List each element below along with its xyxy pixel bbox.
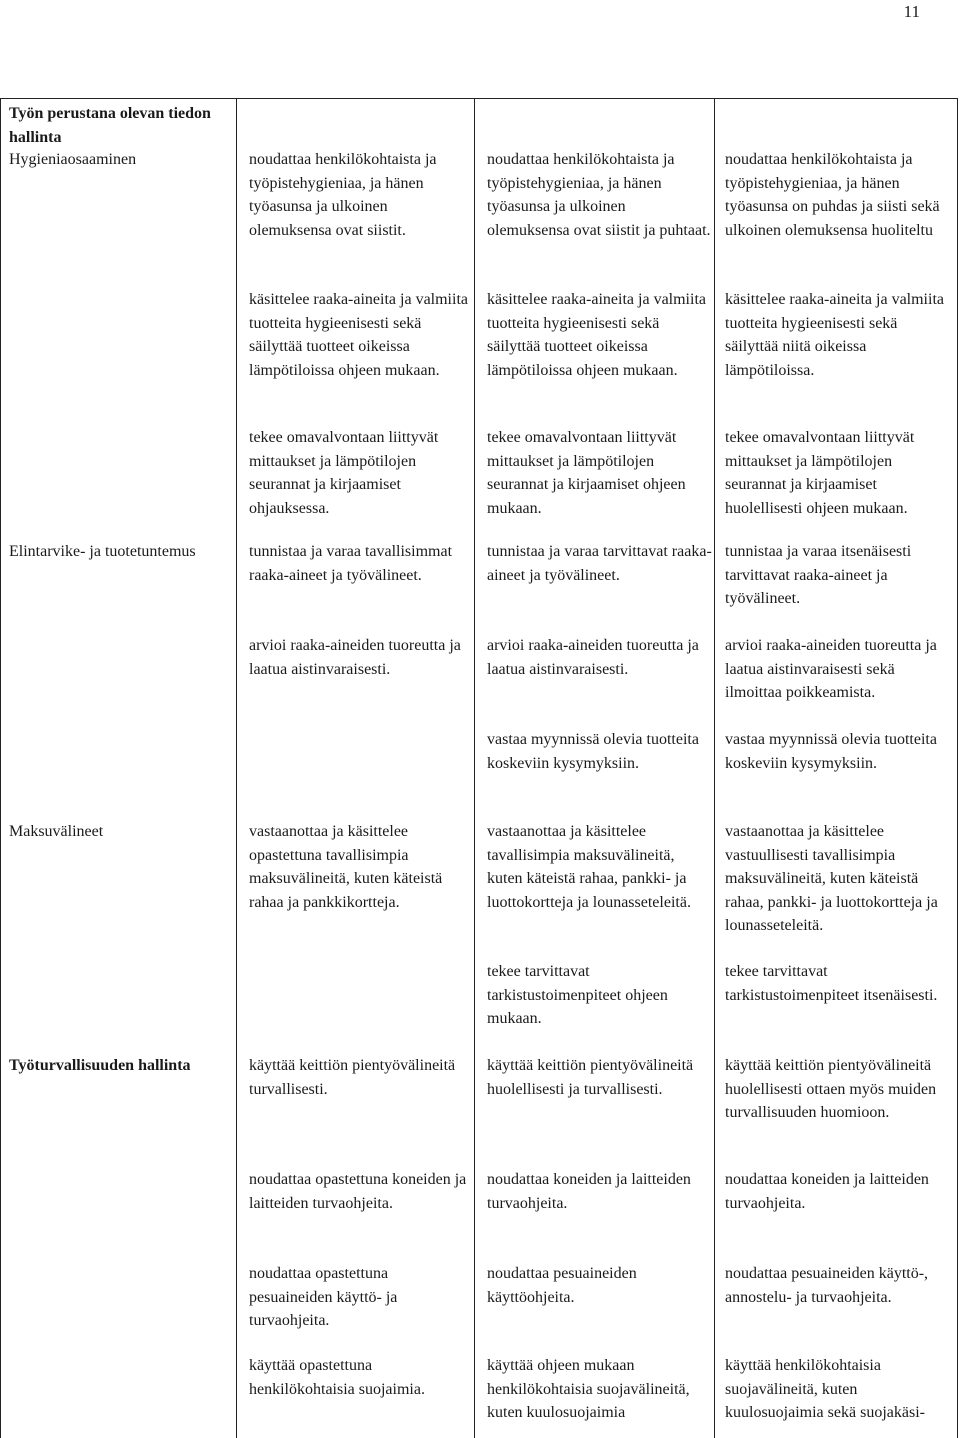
criterion-cell: noudattaa pesuaineiden käyttöohjeita. [487, 1265, 637, 1306]
criterion-cell: noudattaa opastettuna pesuaineiden käyttö- ja turvaohjeita. [249, 1265, 398, 1329]
row-label: Elintarvike- ja tuotetuntemus [9, 543, 196, 560]
criterion-cell: tekee tarvittavat tarkistustoimenpiteet ohjeen mukaan. [487, 963, 668, 1027]
criterion-cell: noudattaa henkilökohtaista ja työpistehygieniaa, ja hänen työasunsa ja ulkoinen olemuksensa ovat siistit. [249, 151, 437, 239]
criterion-cell: käyttää keittiön pientyövälineitä turvallisesti. [249, 1057, 456, 1098]
criterion-cell: noudattaa koneiden ja laitteiden turvaohjeita. [725, 1171, 929, 1212]
criterion-cell: käyttää keittiön pientyövälineitä huolellisesti ottaen myös muiden turvallisuuden huomioon. [725, 1057, 937, 1121]
criterion-cell: käyttää keittiön pientyövälineitä huolellisesti ja turvallisesti. [487, 1057, 694, 1098]
criterion-cell: vastaa myynnissä olevia tuotteita koskeviin kysymyksiin. [487, 731, 699, 772]
criterion-cell: vastaanottaa ja käsittelee opastettuna tavallisimpia maksuvälineitä, kuten käteistä rahaa ja pankkikortteja. [249, 823, 443, 911]
criterion-cell: noudattaa henkilökohtaista ja työpistehygieniaa, ja hänen työasunsa on puhdas ja siisti sekä ulkoinen olemuksensa huoliteltu [725, 151, 940, 239]
column-divider [474, 98, 475, 1438]
page-number: 11 [903, 2, 920, 21]
row-label: Työturvallisuuden hallinta [9, 1057, 191, 1074]
criterion-cell: vastaa myynnissä olevia tuotteita koskeviin kysymyksiin. [725, 731, 937, 772]
criterion-cell: noudattaa opastettuna koneiden ja laitteiden turvaohjeita. [249, 1171, 467, 1212]
criterion-cell: arvioi raaka-aineiden tuoreutta ja laatua aistinvaraisesti. [249, 637, 461, 678]
criterion-cell: noudattaa koneiden ja laitteiden turvaohjeita. [487, 1171, 691, 1212]
criterion-cell: arvioi raaka-aineiden tuoreutta ja laatua aistinvaraisesti. [487, 637, 699, 678]
criterion-cell: arvioi raaka-aineiden tuoreutta ja laatua aistinvaraisesti sekä ilmoittaa poikkeamista. [725, 637, 937, 701]
criterion-cell: käyttää opastettuna henkilökohtaisia suojaimia. [249, 1357, 425, 1398]
criterion-cell: tekee omavalvontaan liittyvät mittaukset ja lämpötilojen seurannat ja kirjaamiset ohjeen mukaan. [487, 429, 686, 517]
criterion-cell: tekee omavalvontaan liittyvät mittaukset ja lämpötilojen seurannat ja kirjaamiset ohjauksessa. [249, 429, 439, 517]
criterion-cell: tekee omavalvontaan liittyvät mittaukset ja lämpötilojen seurannat ja kirjaamiset huolellisesti ohjeen mukaan. [725, 429, 915, 517]
column-divider [236, 98, 237, 1438]
section-title: Työn perustana olevan tiedon hallinta [9, 105, 211, 146]
criterion-cell: käsittelee raaka-aineita ja valmiita tuotteita hygieenisesti sekä säilyttää tuotteet oikeissa lämpötiloissa ohjeen mukaan. [487, 291, 706, 379]
section-subtitle: Hygieniaosaaminen [9, 151, 137, 168]
criterion-cell: vastaanottaa ja käsittelee vastuullisesti tavallisimpia maksuvälineitä, kuten käteistä rahaa, pankki- ja luottokortteja ja lounasseteleitä. [725, 823, 938, 934]
criterion-cell: noudattaa pesuaineiden käyttö-, annostelu- ja turvaohjeita. [725, 1265, 929, 1306]
criterion-cell: vastaanottaa ja käsittelee tavallisimpia maksuvälineitä, kuten käteistä rahaa, pankki- ja luottokortteja ja lounasseteleitä. [487, 823, 691, 911]
criterion-cell: tunnistaa ja varaa itsenäisesti tarvittavat raaka-aineet ja työvälineet. [725, 543, 912, 607]
criterion-cell: tunnistaa ja varaa tavallisimmat raaka-aineet ja työvälineet. [249, 543, 453, 584]
criterion-cell: noudattaa henkilökohtaista ja työpistehygieniaa, ja hänen työasunsa ja ulkoinen olemuksensa ovat siistit ja puhtaat. [487, 151, 711, 239]
criterion-cell: käsittelee raaka-aineita ja valmiita tuotteita hygieenisesti sekä säilyttää tuotteet oikeissa lämpötiloissa ohjeen mukaan. [249, 291, 468, 379]
criterion-cell: käyttää henkilökohtaisia suojavälineitä, kuten kuulosuojaimia sekä suojakäsi- [725, 1357, 925, 1421]
criterion-cell: käsittelee raaka-aineita ja valmiita tuotteita hygieenisesti sekä säilyttää niitä oikeissa lämpötiloissa. [725, 291, 944, 379]
criterion-cell: tunnistaa ja varaa tarvittavat raaka-aineet ja työvälineet. [487, 543, 712, 584]
column-divider [714, 98, 715, 1438]
criterion-cell: tekee tarvittavat tarkistustoimenpiteet itsenäisesti. [725, 963, 938, 1004]
criterion-cell: käyttää ohjeen mukaan henkilökohtaisia suojavälineitä, kuten kuulosuojaimia [487, 1357, 690, 1421]
row-label: Maksuvälineet [9, 823, 104, 840]
